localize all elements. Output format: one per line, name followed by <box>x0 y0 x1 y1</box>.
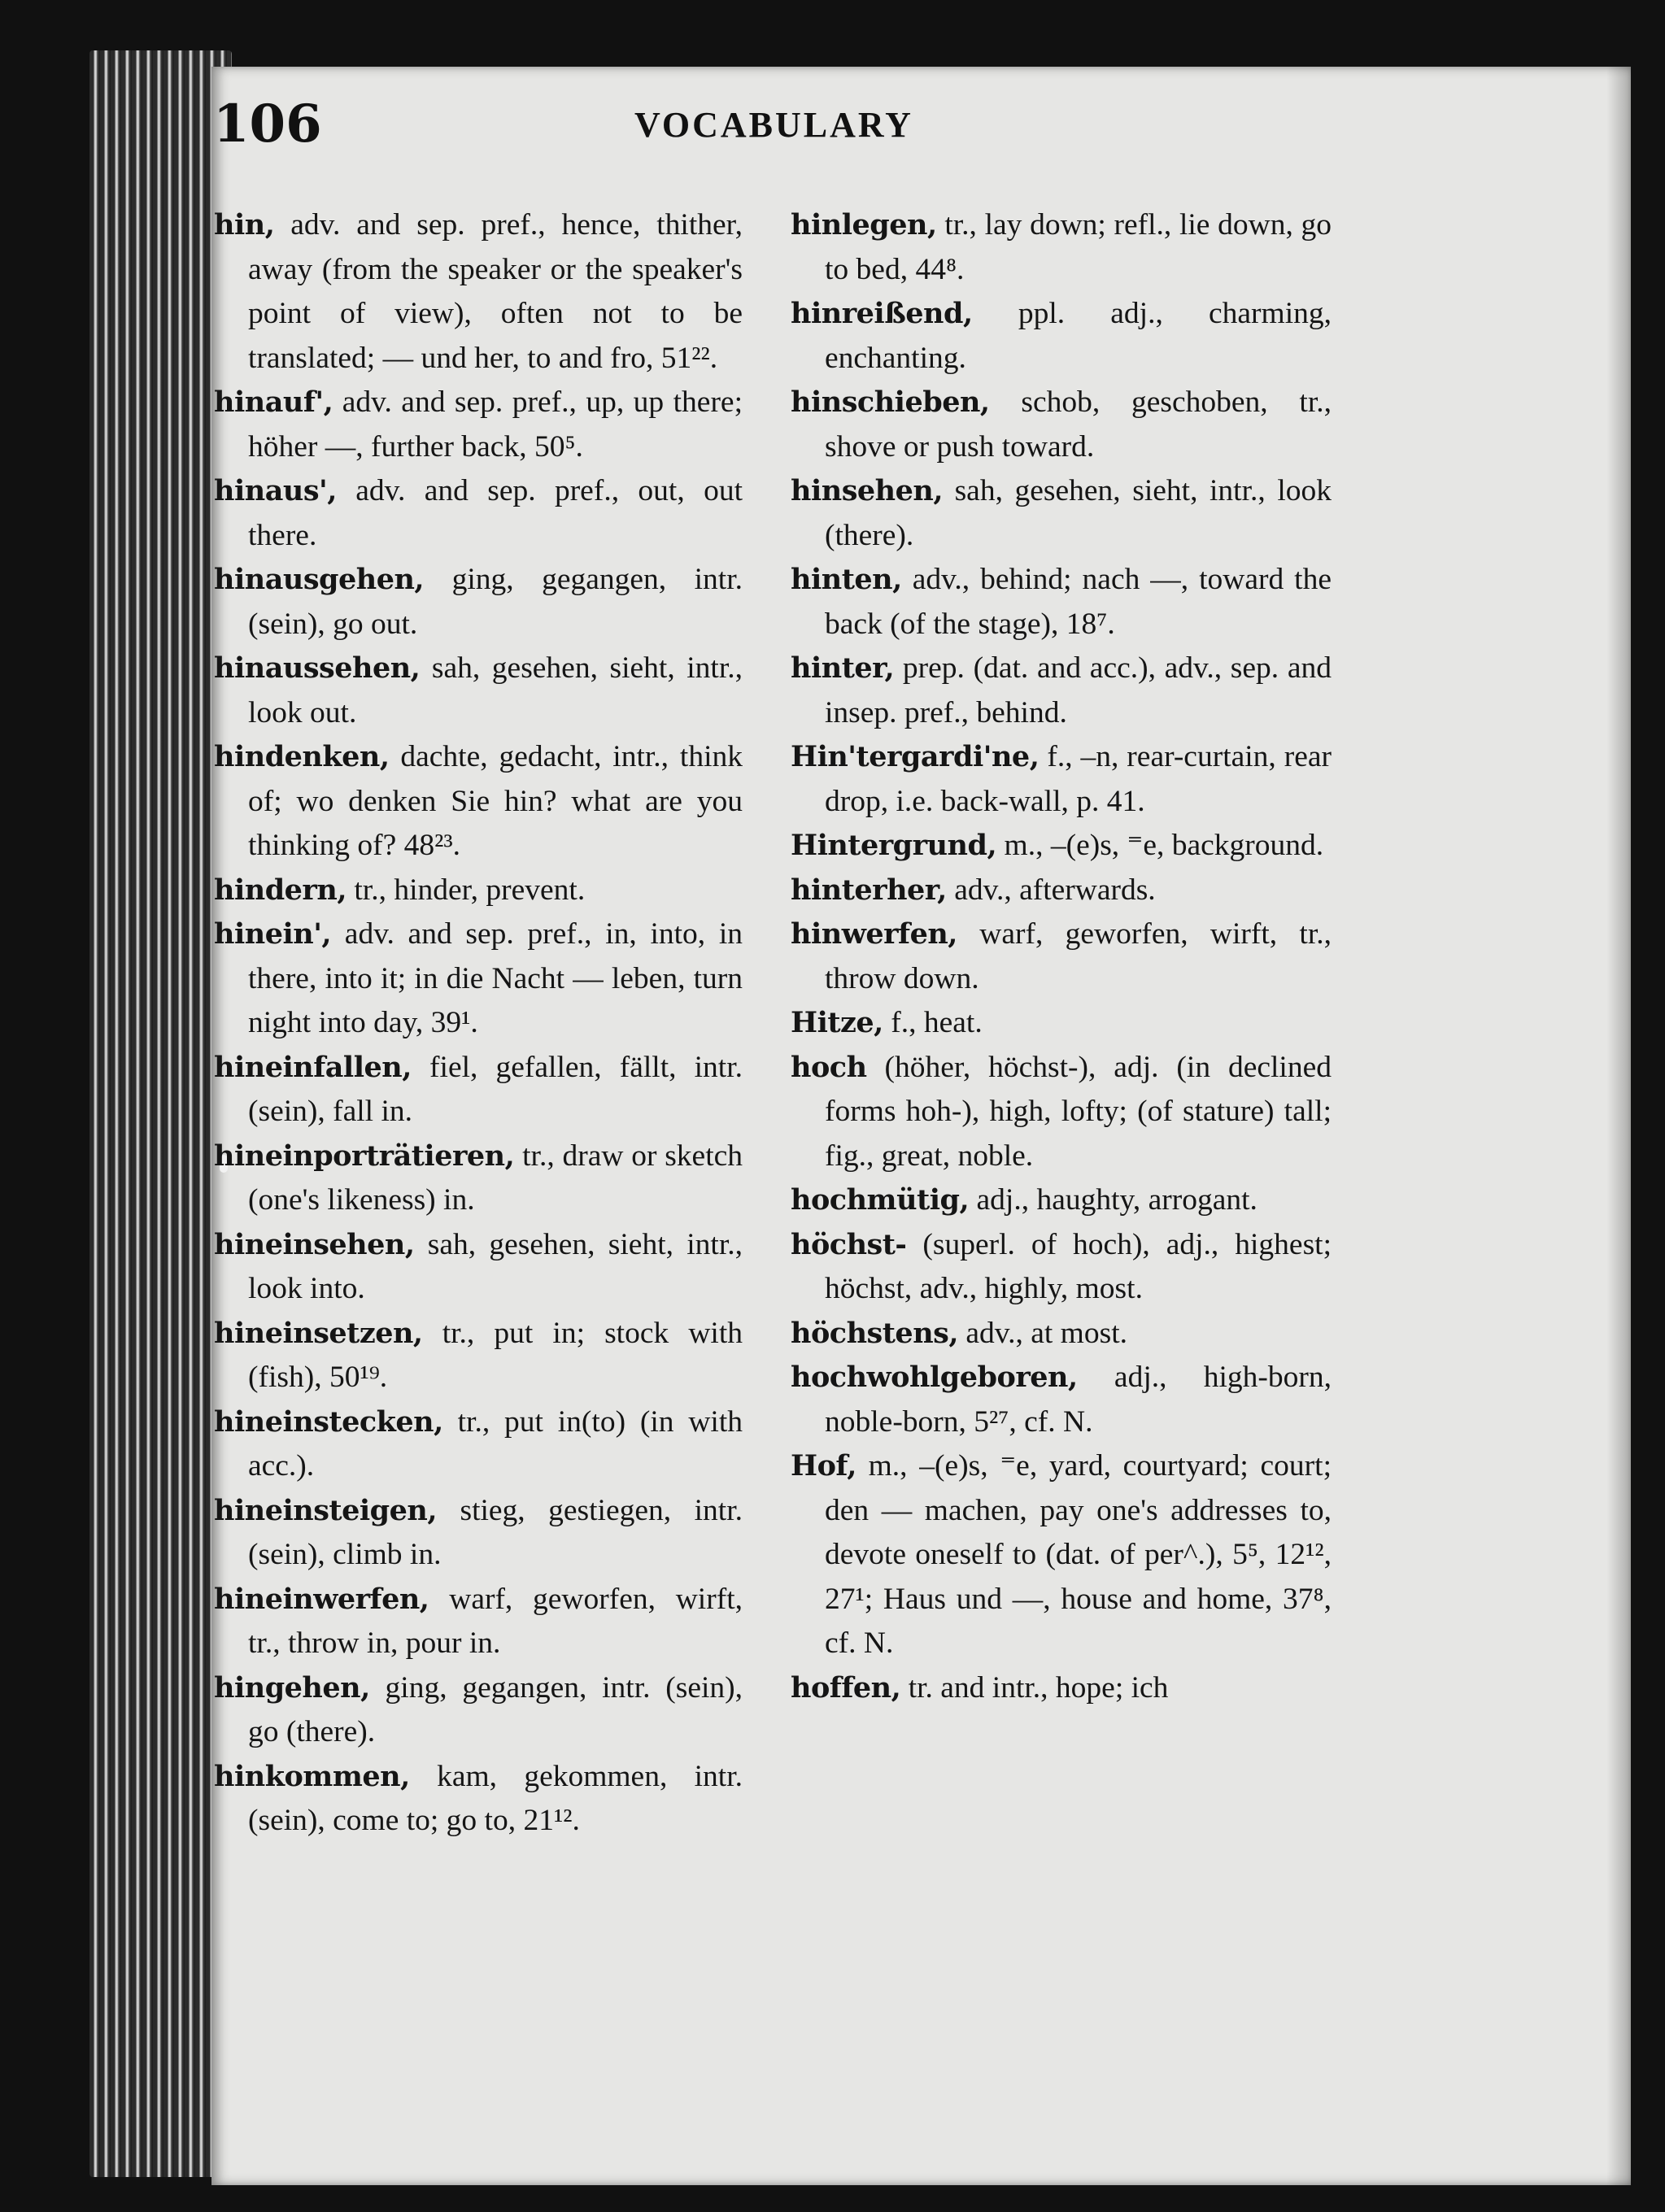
page-number: 106 <box>213 94 322 155</box>
right-column <box>791 203 1332 1710</box>
definition: schob, geschoben, tr., shove or push toward. <box>825 385 1332 464</box>
headword: hinreißend, <box>791 297 973 330</box>
definition: adv. and sep. pref., up, up there; höher —, further back, 50⁵. <box>248 385 743 464</box>
headword: hindenken, <box>214 740 390 773</box>
headword: hineinporträtieren, <box>214 1139 515 1173</box>
definition: warf, geworfen, wirft, tr., throw in, pour in. <box>248 1582 743 1660</box>
definition: sah, gesehen, sieht, intr., look into. <box>248 1227 743 1305</box>
headword: hineinfallen, <box>214 1050 412 1084</box>
headword: hochmütig, <box>791 1183 970 1217</box>
headword: hineinsteigen, <box>214 1493 438 1527</box>
vocab-entry <box>214 869 743 913</box>
vocab-entry <box>214 1223 743 1312</box>
definition: tr., draw or sketch (one's likeness) in. <box>248 1139 743 1217</box>
definition: adv. and sep. pref., out, out there. <box>248 474 743 552</box>
definition: adv., afterwards. <box>954 873 1156 907</box>
vocab-entry <box>791 558 1332 647</box>
vocab-entry <box>791 1444 1332 1666</box>
definition: sah, gesehen, sieht, intr., look out. <box>248 651 743 729</box>
definition: tr., hinder, prevent. <box>354 873 586 907</box>
vocab-entry <box>214 735 743 869</box>
definition: adj., high-born, noble-born, 5²⁷, cf. N. <box>825 1361 1332 1439</box>
headword: hineinwerfen, <box>214 1582 429 1616</box>
vocab-entry <box>791 1666 1332 1711</box>
vocab-entry <box>214 1666 743 1755</box>
page-shadow <box>1606 67 1631 2185</box>
headword: hochwohlgeboren, <box>791 1361 1078 1394</box>
definition: ging, gegangen, intr. (sein), go (there). <box>248 1670 743 1748</box>
left-column <box>214 203 743 1844</box>
definition: dachte, gedacht, intr., think of; wo denken Sie hin? what are you thinking of? 48²³. <box>248 740 743 862</box>
vocab-entry <box>791 1046 1332 1179</box>
definition: f., –n, rear-curtain, rear drop, i.e. back-wall, p. 41. <box>825 740 1332 818</box>
vocab-entry <box>214 912 743 1046</box>
definition: (höher, höchst-), adj. (in declined forms hoh-), high, lofty; (of stature) tall; fig., great, noble. <box>825 1050 1332 1173</box>
vocab-entry <box>214 1755 743 1844</box>
definition: (superl. of hoch), adj., highest; höchst, adv., highly, most. <box>825 1227 1332 1305</box>
vocab-entry <box>791 647 1332 735</box>
headword: hinauf', <box>214 385 333 419</box>
definition: adv. and sep. pref., in, into, in there, into it; in die Nacht — leben, turn night into day, 39¹. <box>248 917 743 1039</box>
headword: hinlegen, <box>791 208 937 242</box>
definition: m., –(e)s, ⁼e, yard, courtyard; court; den — machen, pay one's addresses to, devote oneself to (dat. of per^.), 5⁵, 12¹², 27¹; Haus und —, house and home, 37⁸, cf. N. <box>825 1449 1332 1660</box>
page-edges <box>89 50 232 2177</box>
definition: sah, gesehen, sieht, intr., look (there). <box>825 474 1332 552</box>
definition: adv. and sep. pref., hence, thither, away (from the speaker or the speaker's point of view), often not to be translated; — und her, to and fro, 51²². <box>248 208 743 375</box>
vocab-entry <box>791 1312 1332 1356</box>
headword: hineinsetzen, <box>214 1316 423 1350</box>
headword: hinaus', <box>214 474 337 507</box>
headword: hinterher, <box>791 873 947 907</box>
vocab-entry <box>791 735 1332 824</box>
vocab-entry <box>214 381 743 469</box>
vocab-entry <box>214 1046 743 1134</box>
definition: stieg, gestiegen, intr. (sein), climb in. <box>248 1493 743 1571</box>
definition: adj., haughty, arrogant. <box>976 1183 1257 1217</box>
headword: hinausgehen, <box>214 563 425 596</box>
vocab-entry <box>791 381 1332 469</box>
definition: fiel, gefallen, fällt, intr. (sein), fall in. <box>248 1050 743 1128</box>
vocab-entry <box>791 1178 1332 1223</box>
vocab-entry <box>791 292 1332 381</box>
headword: hinsehen, <box>791 474 944 507</box>
definition: ging, gegangen, intr. (sein), go out. <box>248 563 743 641</box>
definition: adv., at most. <box>965 1316 1127 1350</box>
vocab-entry <box>791 1001 1332 1046</box>
definition: tr. and intr., hope; ich <box>908 1670 1169 1705</box>
vocab-entry <box>791 912 1332 1001</box>
vocab-entry <box>214 1578 743 1666</box>
definition: m., –(e)s, ⁼e, background. <box>1004 829 1324 862</box>
vocab-entry <box>214 1489 743 1578</box>
vocab-entry <box>791 1356 1332 1444</box>
vocab-entry <box>214 647 743 735</box>
headword: höchstens, <box>791 1316 959 1350</box>
definition: prep. (dat. and acc.), adv., sep. and insep. pref., behind. <box>825 651 1332 729</box>
headword: hinein', <box>214 917 332 951</box>
headword: hindern, <box>214 873 347 907</box>
definition: ppl. adj., charming, enchanting. <box>825 297 1332 375</box>
headword: hinaussehen, <box>214 651 421 685</box>
vocab-entry <box>791 469 1332 558</box>
vocab-entry <box>214 1312 743 1400</box>
running-head: VOCABULARY <box>634 105 913 145</box>
vocab-entry <box>791 203 1332 292</box>
definition: f., heat. <box>891 1006 983 1039</box>
headword: hinschieben, <box>791 385 990 419</box>
headword: hinter, <box>791 651 895 685</box>
headword: hoffen, <box>791 1670 901 1705</box>
headword: hoch <box>791 1050 867 1084</box>
definition: tr., lay down; refl., lie down, go to bed, 44⁸. <box>825 208 1332 286</box>
headword: Hof, <box>791 1449 856 1483</box>
definition: tr., put in(to) (in with acc.). <box>248 1404 743 1483</box>
headword: hineinsehen, <box>214 1227 415 1261</box>
vocab-entry <box>214 469 743 558</box>
vocab-entry <box>214 1400 743 1489</box>
vocab-entry <box>791 824 1332 869</box>
vocab-entry <box>791 869 1332 913</box>
headword: Hitze, <box>791 1006 883 1039</box>
headword: hinten, <box>791 563 902 596</box>
definition: tr., put in; stock with (fish), 50¹⁹. <box>248 1316 743 1394</box>
headword: hingehen, <box>214 1670 370 1705</box>
headword: hin, <box>214 208 275 242</box>
headword: Hin'tergardi'ne, <box>791 740 1040 773</box>
vocab-entry <box>791 1223 1332 1312</box>
definition: warf, geworfen, wirft, tr., throw down. <box>825 917 1332 995</box>
vocab-entry <box>214 558 743 647</box>
headword: hinkommen, <box>214 1759 410 1793</box>
definition: adv., behind; nach —, toward the back (of the stage), 18⁷. <box>825 563 1332 641</box>
vocab-entry <box>214 203 743 381</box>
headword: hinwerfen, <box>791 917 957 951</box>
definition: kam, gekommen, intr. (sein), come to; go to, 21¹². <box>248 1759 743 1837</box>
vocab-entry <box>214 1134 743 1223</box>
headword: Hintergrund, <box>791 829 997 862</box>
headword: höchst- <box>791 1227 907 1261</box>
headword: hineinstecken, <box>214 1404 443 1439</box>
